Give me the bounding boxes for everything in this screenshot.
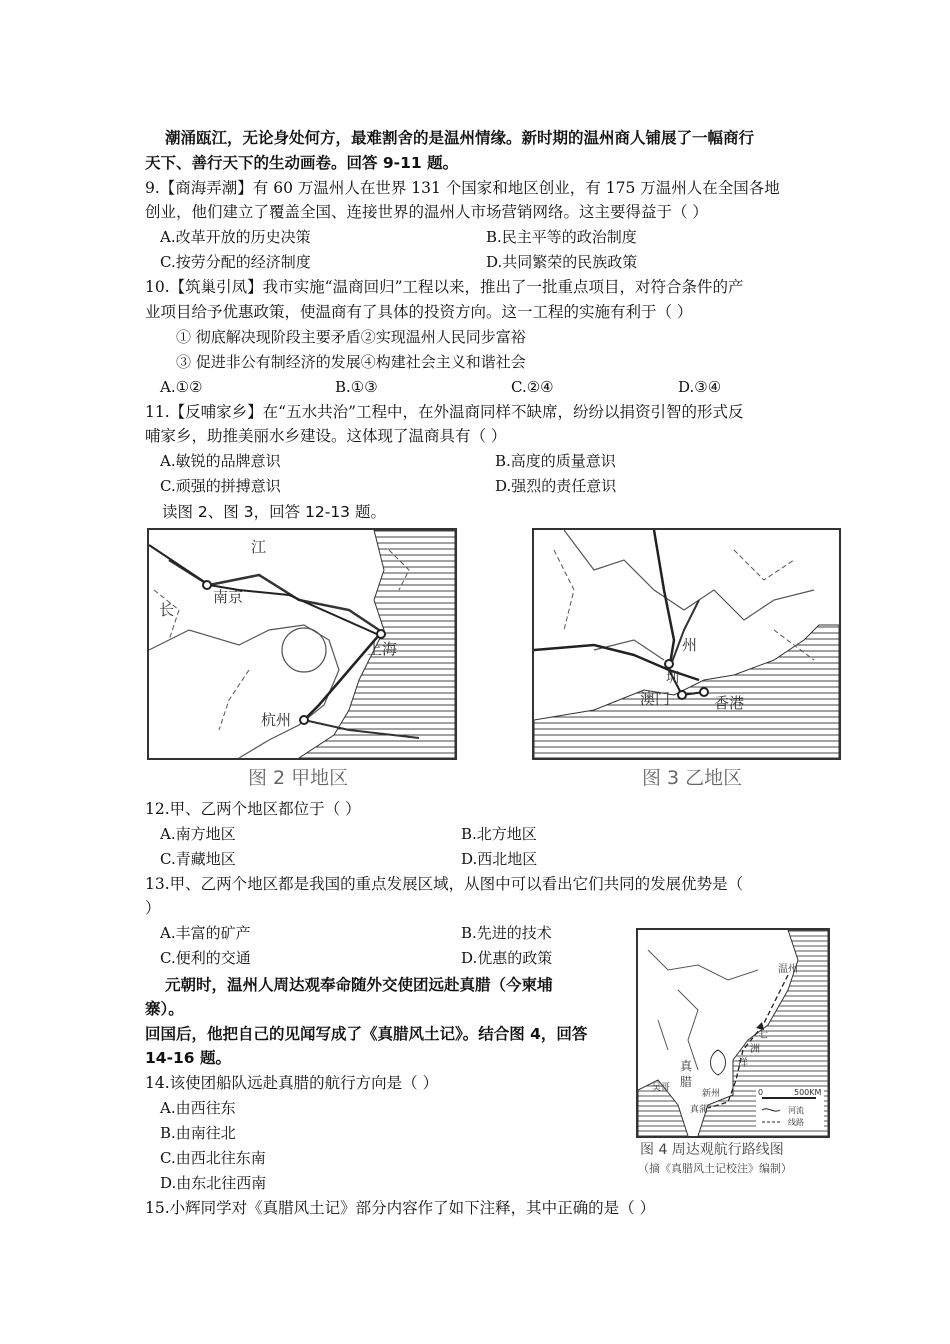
q10-option-a: A.①② bbox=[160, 378, 203, 396]
intro2-line-1: 元朝时，温州人周达观奉命随外交使团远赴真腊（今柬埔 bbox=[165, 976, 553, 994]
q13-option-a: A.丰富的矿产 bbox=[160, 924, 251, 942]
q13-stem-2: ） bbox=[145, 899, 161, 917]
q9-option-c: C.按劳分配的经济制度 bbox=[160, 253, 311, 271]
fig2-label-hangzhou: 杭州 bbox=[261, 711, 292, 729]
q15-stem: 15.小辉同学对《真腊风土记》部分内容作了如下注释，其中正确的是（ ） bbox=[145, 1199, 656, 1217]
q11-stem-1: 11.【反哺家乡】在“五水共治”工程中，在外温商同样不缺席，纷纷以捐资引智的形式反 bbox=[145, 403, 744, 421]
intro2-line-2: 寨）。 bbox=[145, 1000, 184, 1018]
q12-option-a: A.南方地区 bbox=[160, 825, 236, 843]
q11-stem-2: 哺家乡，助推美丽水乡建设。这体现了温商具有（ ） bbox=[145, 427, 507, 445]
fig3-label-hk: 香港 bbox=[714, 694, 745, 712]
q14-option-d: D.由东北往西南 bbox=[160, 1174, 267, 1192]
q13-stem-1: 13.甲、乙两个地区都是我国的重点发展区域，从图中可以看出它们共同的发展优势是（ bbox=[145, 875, 744, 893]
intro-line-2: 天下、善行天下的生动画卷。回答 9-11 题。 bbox=[145, 154, 459, 172]
intro2-line-4: 14-16 题。 bbox=[145, 1049, 231, 1067]
q11-option-b: B.高度的质量意识 bbox=[495, 452, 616, 470]
fig3-label-zhou: 州 bbox=[682, 636, 698, 654]
fig4-label-zhen: 真 bbox=[680, 1059, 693, 1073]
q12-option-d: D.西北地区 bbox=[461, 850, 538, 868]
q12-option-c: C.青藏地区 bbox=[160, 850, 236, 868]
fig4-label-zhenpu: 真蒲 bbox=[690, 1105, 709, 1115]
q11-option-a: A.敏锐的品牌意识 bbox=[160, 452, 281, 470]
q9-option-d: D.共同繁荣的民族政策 bbox=[486, 253, 638, 271]
q14-option-b: B.由南往北 bbox=[160, 1124, 236, 1142]
q14-stem: 14.该使团船队远赴真腊的航行方向是（ ） bbox=[145, 1074, 439, 1092]
figure-3-map bbox=[532, 528, 841, 760]
q12-stem: 12.甲、乙两个地区都位于（ ） bbox=[145, 800, 361, 818]
q14-option-c: C.由西北往东南 bbox=[160, 1149, 266, 1167]
fig2-label-chang: 长 bbox=[159, 601, 175, 619]
read-figures-instruction: 读图 2、图 3，回答 12-13 题。 bbox=[162, 503, 386, 521]
figure-4-map bbox=[636, 928, 830, 1138]
q9-stem-2: 创业，他们建立了覆盖全国、连接世界的温州人市场营销网络。这主要得益于（ ） bbox=[145, 203, 708, 221]
fig4-label-xinzhou: 新州 bbox=[702, 1089, 721, 1099]
fig2-label-nanjing: 南京 bbox=[213, 588, 244, 606]
q12-option-b: B.北方地区 bbox=[461, 825, 537, 843]
fig4-label-yang: 洋 bbox=[738, 1058, 748, 1069]
q11-option-c: C.顽强的拼搏意识 bbox=[160, 477, 281, 495]
q14-option-a: A.由西往东 bbox=[160, 1099, 236, 1117]
q13-option-c: C.便利的交通 bbox=[160, 949, 251, 967]
fig4-label-scale0: 0 bbox=[758, 1088, 764, 1097]
fig4-label-wenzhou: 温州 bbox=[778, 964, 798, 975]
fig4-label-la: 腊 bbox=[680, 1075, 693, 1089]
figure-4-source: （摘《真腊风土记校注》编制） bbox=[638, 1162, 792, 1175]
q10-stem-1: 10.【筑巢引凤】我市实施“温商回归”工程以来，推出了一批重点项目，对符合条件的产 bbox=[145, 278, 744, 296]
q9-stem-1: 9.【商海弄潮】有 60 万温州人在世界 131 个国家和地区创业，有 175 万温州人在全国各地 bbox=[145, 179, 780, 197]
figure-4-caption: 图 4 周达观航行路线图 bbox=[640, 1142, 784, 1158]
q13-option-d: D.优惠的政策 bbox=[461, 949, 553, 967]
q10-option-b: B.①③ bbox=[335, 378, 378, 396]
q11-option-d: D.强烈的责任意识 bbox=[495, 477, 617, 495]
q10-option-d: D.③④ bbox=[678, 378, 722, 396]
fig3-label-ao: 澳门 bbox=[640, 690, 671, 708]
figure-3-caption: 图 3 乙地区 bbox=[642, 767, 743, 789]
fig2-label-jiang: 江 bbox=[251, 538, 267, 556]
q10-statement-2: ③ 促进非公有制经济的发展④构建社会主义和谐社会 bbox=[176, 353, 526, 371]
q9-option-a: A.改革开放的历史决策 bbox=[160, 228, 311, 246]
fig3-label-wei: 圳 bbox=[666, 671, 680, 686]
intro-line-1: 潮涌瓯江，无论身处何方，最难割舍的是温州情缘。新时期的温州商人铺展了一幅商行 bbox=[165, 129, 755, 147]
fig4-label-scale: 500KM bbox=[794, 1088, 822, 1097]
q10-option-c: C.②④ bbox=[511, 378, 554, 396]
fig4-label-route: 线路 bbox=[788, 1118, 804, 1127]
fig4-label-wuge: 吴哥 bbox=[652, 1083, 671, 1093]
q10-stem-2: 业项目给予优惠政策，使温商有了具体的投资方向。这一工程的实施有利于（ ） bbox=[145, 303, 693, 321]
q13-option-b: B.先进的技术 bbox=[461, 924, 552, 942]
fig4-label-river: 河流 bbox=[788, 1106, 804, 1115]
q10-statement-1: ① 彻底解决现阶段主要矛盾②实现温州人民同步富裕 bbox=[176, 328, 526, 346]
intro2-line-3: 回国后，他把自己的见闻写成了《真腊风土记》。结合图 4，回答 bbox=[145, 1025, 588, 1043]
q9-option-b: B.民主平等的政治制度 bbox=[486, 228, 637, 246]
fig2-label-shanghai: 上海 bbox=[367, 640, 398, 658]
fig4-label-qi: 七 bbox=[758, 1030, 768, 1041]
fig4-label-zhou: 洲 bbox=[750, 1044, 760, 1055]
figure-2-caption: 图 2 甲地区 bbox=[248, 767, 349, 789]
figure-2-map bbox=[147, 528, 457, 760]
